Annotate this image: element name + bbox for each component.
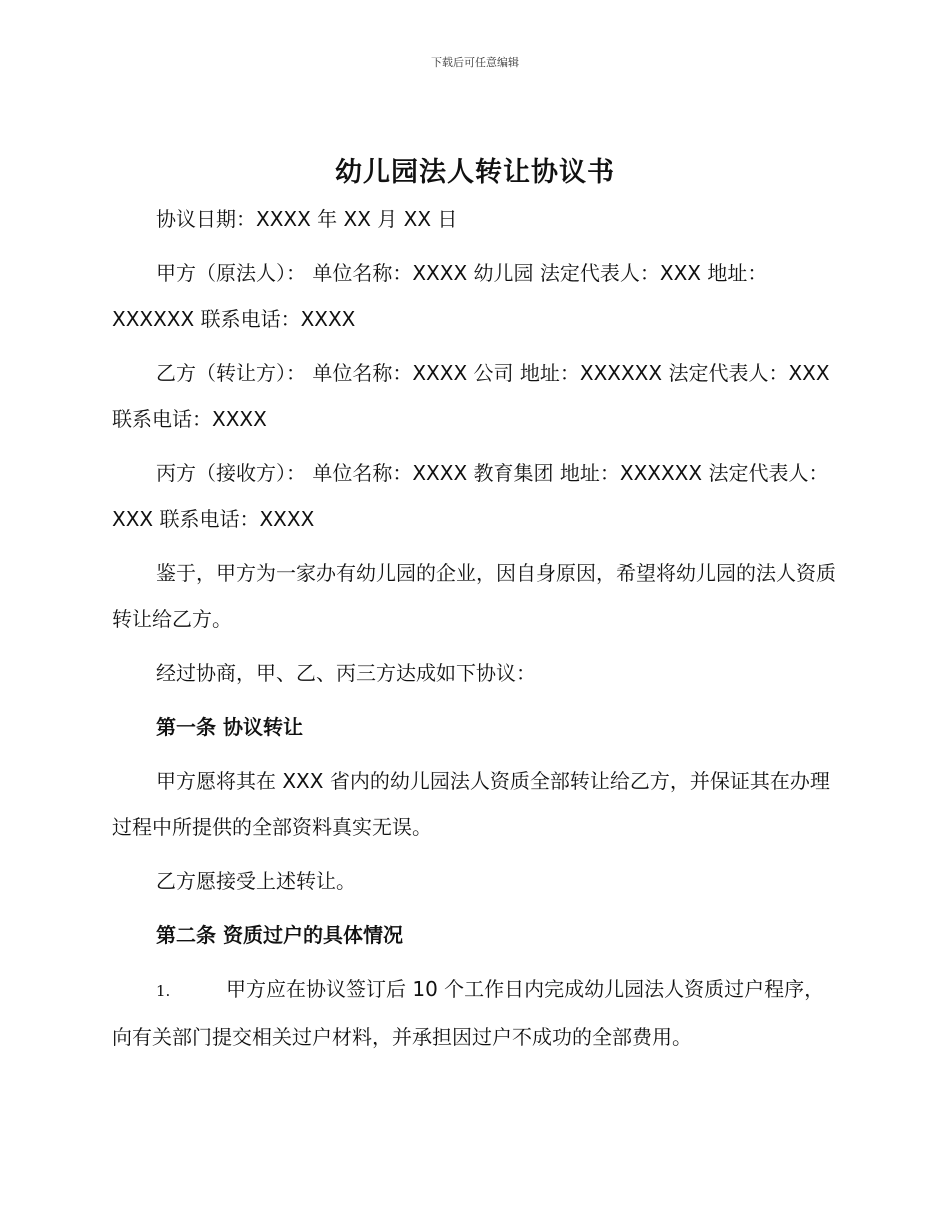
document-title: 幼儿园法人转让协议书 [335, 157, 615, 188]
article-1-paragraph-1: 甲方愿将其在 XXX 省内的幼儿园法人资质全部转让给乙方，并保证其在办理过程中所提供的全部资料真实无误。 [112, 769, 830, 839]
party-b-info: 乙方（转让方）： 单位名称：XXXX 公司 地址：XXXXXX 法定代表人：XXX 联系电话：XXXX [112, 361, 830, 431]
party-c-info: 丙方（接收方）： 单位名称：XXXX 教育集团 地址：XXXXXX 法定代表人：XXX 联系电话：XXXX [112, 461, 829, 531]
list-number: 1. [156, 982, 171, 1000]
article-1-heading: 第一条 协议转让 [156, 715, 303, 739]
article-1-paragraph-2: 乙方愿接受上述转让。 [156, 869, 356, 893]
whereas-clause: 鉴于，甲方为一家办有幼儿园的企业，因自身原因，希望将幼儿园的法人资质转让给乙方。 [112, 561, 836, 631]
article-2-heading: 第二条 资质过户的具体情况 [156, 923, 403, 947]
article-2-item-1 [112, 966, 838, 1060]
list-item-text: 甲方应在协议签订后 10 个工作日内完成幼儿园法人资质过户程序，向有关部门提交相关过户材料，并承担因过户不成功的全部费用。 [112, 977, 825, 1049]
negotiation-statement: 经过协商，甲、乙、丙三方达成如下协议： [156, 661, 536, 685]
header-note: 下载后可任意编辑 [431, 56, 519, 69]
agreement-date: 协议日期：XXXX 年 XX 月 XX 日 [156, 207, 458, 231]
party-a-info: 甲方（原法人）： 单位名称：XXXX 幼儿园 法定代表人：XXX 地址：XXXXXX 联系电话：XXXX [112, 261, 768, 331]
document-body [112, 196, 838, 1068]
